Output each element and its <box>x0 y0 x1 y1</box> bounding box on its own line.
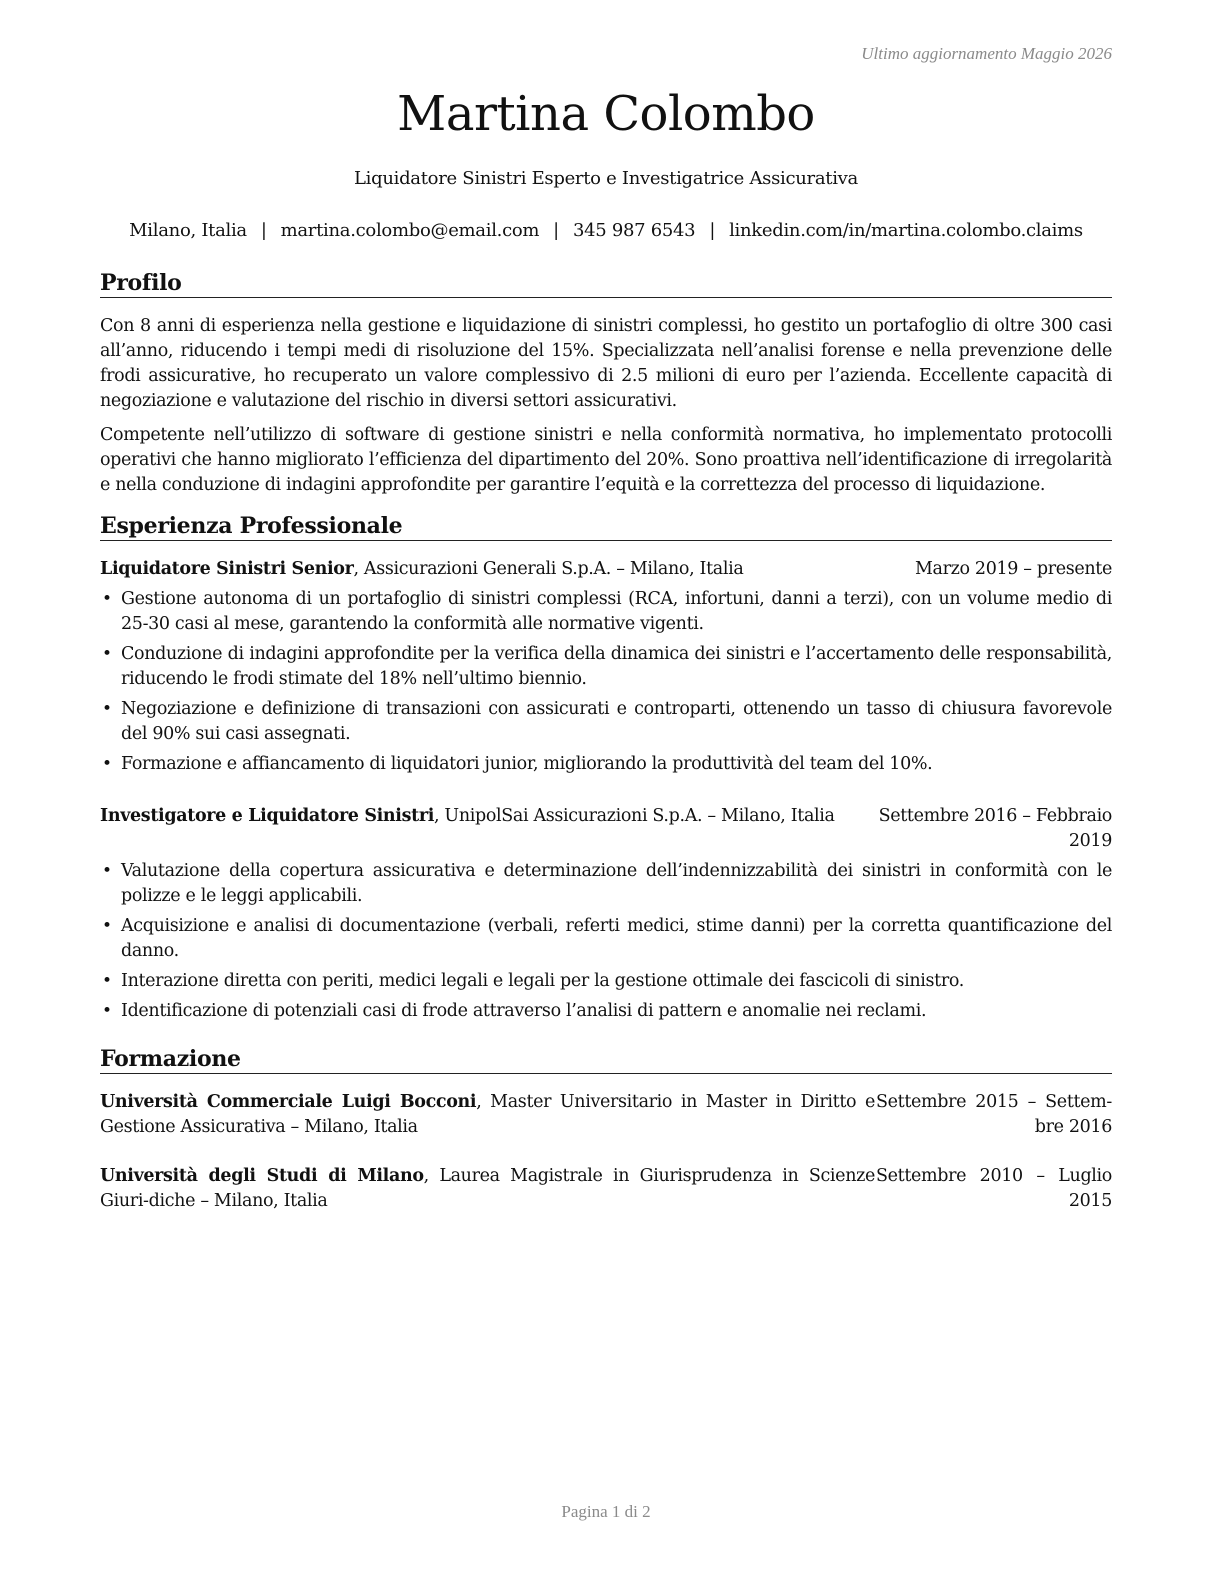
education-school: Università Commerciale Luigi Bocconi <box>100 1092 477 1112</box>
list-item: • Valutazione della copertura assicurativa e determinazione dell’indennizzabilità dei sinistri in conformità con le polizze e le leggi applicabili. <box>100 859 1112 909</box>
job-dates: Marzo 2019 – presente <box>914 559 1112 579</box>
job-dates-line: 2019 <box>1068 831 1112 851</box>
contact-email[interactable]: martina.colombo@email.com <box>280 220 540 241</box>
list-item: • Acquisizione e analisi di documentazione (verbali, referti medici, stime danni) per la corretta quantificazione del danno. <box>100 914 1112 964</box>
list-item: • Interazione diretta con periti, medici legali e legali per la gestione ottimale dei fascicoli di sinistro. <box>100 969 1112 994</box>
job-company: , UnipolSai Assicurazioni S.p.A. – Milano, Italia <box>434 806 835 826</box>
profile-paragraph: Con 8 anni di esperienza nella gestione e liquidazione di sinistri complessi, ho gestito un portafoglio di oltre 300 casi all’anno, riducendo i tempi medi di risoluzione del 15%. Specializzata nell’analisi forense e nella prevenzione delle frodi assicurative, ho recuperato un valore complessivo di 2.5 milioni di euro per l’azienda. Eccellente capacità di negoziazione e valutazione del rischio in diversi settori assicurativi. <box>100 316 1112 411</box>
education-dates: Settembre 2015 – Settem-bre 2016 <box>876 1092 1112 1137</box>
page-number: Pagina 1 di 2 <box>561 1502 651 1521</box>
education-degree: , Laurea Magistrale in Giurisprudenza in Scienze Giuri-diche – Milano, Italia <box>100 1166 875 1211</box>
candidate-name: Martina Colombo <box>397 86 815 142</box>
education-school: Università degli Studi di Milano <box>100 1166 424 1186</box>
job-title-line <box>100 804 835 829</box>
job-dates-line: Settembre 2016 – Febbraio <box>878 806 1112 826</box>
section-title-experience: Esperienza Professionale <box>100 513 1112 541</box>
contact-separator: | <box>553 220 559 241</box>
resume-page <box>100 0 1112 1584</box>
education-degree: , Master Universitario in Master in Diritto e Gestione Assicurativa – Milano, Italia <box>100 1092 875 1137</box>
job-role: Liquidatore Sinistri Senior <box>100 559 354 579</box>
section-title-education: Formazione <box>100 1046 1112 1074</box>
job-role: Investigatore e Liquidatore Sinistri <box>100 806 434 826</box>
education-description <box>100 1090 875 1140</box>
contact-separator: | <box>709 220 716 241</box>
contact-phone[interactable]: 345 987 6543 <box>572 220 696 241</box>
education-entry <box>100 1164 1112 1214</box>
job-bullets <box>100 587 1112 782</box>
education-description <box>100 1164 875 1214</box>
list-item: • Negoziazione e definizione di transazioni con assicurati e controparti, ottenendo un tasso di chiusura favorevole del 90% sui casi assegnati. <box>100 697 1112 747</box>
education-entry <box>100 1090 1112 1140</box>
contact-location: Milano, Italia <box>129 220 247 241</box>
job-dates <box>879 804 1112 854</box>
contact-line <box>70 220 1142 241</box>
job-title-line <box>100 557 743 582</box>
profile-paragraph: Competente nell’utilizzo di software di gestione sinistri e nella conformità normativa, ho implementato protocolli operativi che hanno migliorato l’efficienza del dipartimento del 20%. Sono proattiva nell’identificazione di irregolarità e nella conduzione di indagini approfondite per garantire l’equità e la correttezza del processo di liquidazione. <box>100 425 1112 495</box>
education-dates: Settembre 2010 – Luglio 2015 <box>876 1166 1112 1211</box>
section-title-profile: Profilo <box>100 270 1112 298</box>
job-company: , Assicurazioni Generali S.p.A. – Milano, Italia <box>353 559 744 579</box>
list-item: • Conduzione di indagini approfondite per la verifica della dinamica dei sinistri e l’accertamento delle responsabilità, riducendo le frodi stimate del 18% nell’ultimo biennio. <box>100 642 1112 692</box>
list-item: • Identificazione di potenziali casi di frode attraverso l’analisi di pattern e anomalie nei reclami. <box>100 999 1112 1024</box>
contact-linkedin[interactable]: linkedin.com/in/martina.colombo.claims <box>729 220 1083 241</box>
last-updated: Ultimo aggiornamento Maggio 2026 <box>861 44 1112 63</box>
job-bullets <box>100 859 1112 1029</box>
list-item: • Gestione autonoma di un portafoglio di sinistri complessi (RCA, infortuni, danni a terzi), con un volume medio di 25-30 casi al mese, garantendo la conformità alle normative vigenti. <box>100 587 1112 637</box>
list-item: • Formazione e affiancamento di liquidatori junior, migliorando la produttività del team del 10%. <box>100 752 1112 777</box>
candidate-subtitle: Liquidatore Sinistri Esperto e Investigatrice Assicurativa <box>354 168 858 189</box>
contact-separator: | <box>260 220 267 241</box>
